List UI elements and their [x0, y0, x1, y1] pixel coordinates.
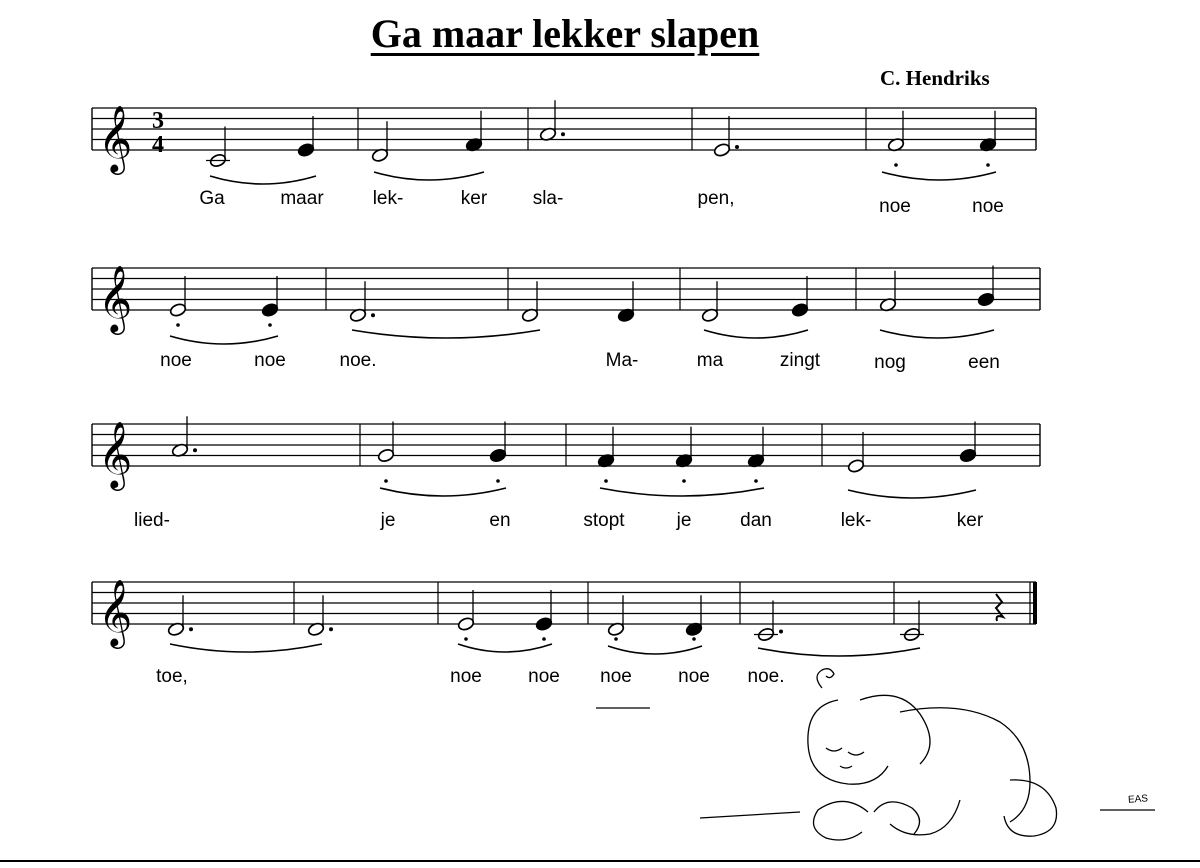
note-head — [297, 142, 315, 157]
note-head — [977, 292, 995, 307]
note-head — [457, 616, 475, 631]
lyric-syllable: dan — [740, 510, 772, 531]
lyric-syllable: lied- — [134, 510, 170, 531]
slur — [458, 644, 552, 652]
staccato-dot — [682, 479, 686, 483]
lyric-syllable: ma — [696, 350, 724, 371]
staccato-dot — [384, 479, 388, 483]
lyric-syllable: noe — [972, 196, 1004, 217]
staccato-dot — [496, 479, 500, 483]
sleeping-baby-icon — [808, 700, 888, 784]
augmentation-dot — [735, 145, 739, 149]
slur — [608, 646, 702, 654]
artist-initials: EAS — [1127, 793, 1149, 806]
augmentation-dot — [371, 313, 375, 317]
slur — [882, 172, 996, 180]
augmentation-dot — [561, 132, 565, 136]
lyric-syllable: stopt — [583, 510, 625, 531]
staccato-dot — [986, 163, 990, 167]
staccato-dot — [542, 637, 546, 641]
lyric-syllable: Ma- — [605, 350, 639, 371]
lyric-syllable: noe — [254, 350, 286, 371]
sleeping-baby-icon — [826, 748, 842, 751]
sleeping-baby-icon — [848, 752, 864, 755]
slur — [848, 490, 976, 498]
time-signature-bottom: 4 — [152, 132, 164, 158]
slur — [758, 648, 920, 656]
lyric-syllable: noe — [450, 666, 482, 687]
lyric-syllable: noe — [600, 666, 632, 687]
staccato-dot — [754, 479, 758, 483]
time-signature-top: 3 — [152, 108, 164, 134]
lyric-syllable: zingt — [779, 350, 821, 371]
lyric-syllable: noe — [678, 666, 710, 687]
slur — [380, 488, 506, 496]
staccato-dot — [464, 637, 468, 641]
augmentation-dot — [189, 627, 193, 631]
song-title: Ga maar lekker slapen — [370, 11, 760, 56]
sleeping-baby-icon — [890, 800, 960, 835]
treble-clef-icon: 𝄞 — [98, 264, 133, 332]
lyric-syllable: lek- — [372, 188, 404, 209]
slur — [210, 176, 316, 184]
staccato-dot — [176, 323, 180, 327]
treble-clef-icon: 𝄞 — [98, 104, 133, 172]
slur — [170, 644, 322, 652]
lyric-syllable: sla- — [532, 188, 564, 209]
note-head — [489, 448, 507, 463]
note-head — [959, 448, 977, 463]
note-head — [713, 142, 731, 157]
lyric-syllable: nog — [874, 352, 906, 373]
note-head — [535, 616, 553, 631]
composer-name: C. Hendriks — [880, 66, 990, 90]
note-head — [377, 448, 395, 463]
slur — [880, 330, 994, 338]
staccato-dot — [894, 163, 898, 167]
slur — [352, 330, 540, 338]
staccato-dot — [268, 323, 272, 327]
quarter-rest-icon — [996, 594, 1003, 621]
lyric-syllable: een — [968, 352, 1000, 373]
staccato-dot — [614, 637, 618, 641]
lyric-syllable: noe — [528, 666, 560, 687]
lyric-syllable: Ga — [199, 188, 225, 209]
note-head — [261, 302, 279, 317]
staccato-dot — [604, 479, 608, 483]
note-head — [791, 302, 809, 317]
lyric-syllable: ker — [460, 188, 488, 209]
treble-clef-icon: 𝄞 — [98, 420, 133, 488]
lyric-syllable: noe — [879, 196, 911, 217]
lyric-syllable: je — [676, 510, 692, 531]
lyric-syllable: en — [489, 510, 511, 531]
sleeping-baby-icon — [817, 669, 834, 688]
lyric-syllable: noe. — [339, 350, 377, 371]
treble-clef-icon: 𝄞 — [98, 578, 133, 646]
staccato-dot — [692, 637, 696, 641]
note-head — [169, 302, 187, 317]
lyric-syllable: pen, — [697, 188, 735, 209]
lyric-syllable: lek- — [840, 510, 872, 531]
lyric-syllable: noe. — [747, 666, 785, 687]
augmentation-dot — [193, 448, 197, 452]
lyric-syllable: toe, — [156, 666, 188, 687]
final-barline-thick — [1033, 582, 1037, 624]
slur — [704, 330, 808, 338]
lyric-syllable: ker — [956, 510, 984, 531]
slur — [170, 336, 278, 344]
sleeping-baby-icon — [840, 766, 852, 768]
sleeping-baby-icon — [900, 708, 1030, 822]
note-head — [847, 458, 865, 473]
lyric-syllable: noe — [160, 350, 192, 371]
sleeping-baby-icon — [700, 812, 800, 818]
slur — [600, 488, 764, 496]
sleeping-baby-icon — [860, 695, 930, 764]
sleeping-baby-icon — [814, 801, 869, 840]
lyric-syllable: maar — [280, 188, 324, 209]
lyric-syllable: je — [380, 510, 396, 531]
augmentation-dot — [329, 627, 333, 631]
slur — [374, 172, 484, 180]
augmentation-dot — [779, 630, 783, 634]
